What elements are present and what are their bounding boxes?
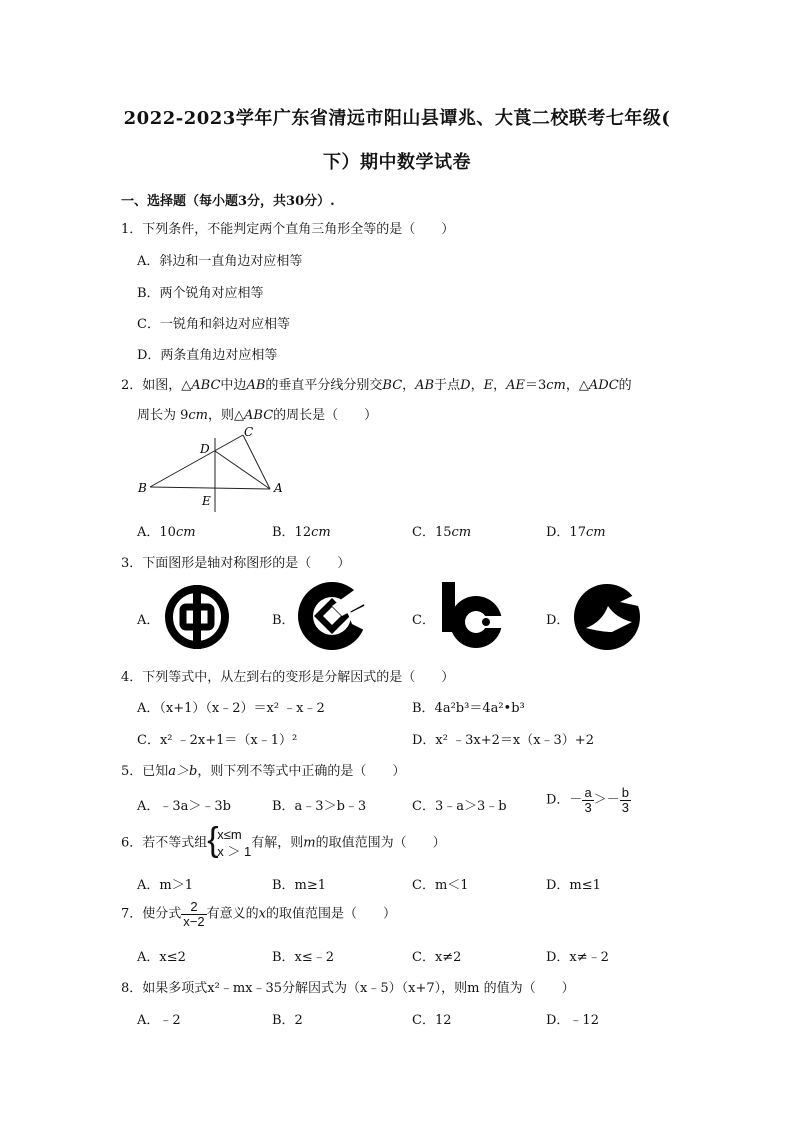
q1-option-d: D．两条直角边对应相等 bbox=[137, 348, 278, 363]
q1-option-a: A．斜边和一直角边对应相等 bbox=[137, 254, 303, 269]
q7-option-c: C．x≠2 bbox=[412, 950, 462, 965]
q1-option-b: B．两个锐角对应相等 bbox=[137, 286, 264, 301]
q8-option-d: D．﹣12 bbox=[546, 1013, 599, 1028]
fraction-a-over-3: $\frac{a}{3}$ bbox=[584, 785, 592, 815]
q2-option-d: D．17cm bbox=[546, 525, 606, 540]
q2-stem-line2: 周长为 9cm，则△ABC的周长是（ ） bbox=[137, 408, 378, 423]
q4-option-b: B．4a²b³＝4a²•b³ bbox=[412, 701, 525, 716]
q6-option-a: A．m＞1 bbox=[137, 878, 193, 893]
page-title-line2: 下）期中数学试卷 bbox=[323, 152, 471, 173]
bank-of-communications-logo-icon bbox=[438, 580, 510, 652]
q2-triangle-figure bbox=[134, 426, 294, 518]
q2-stem-line1: 2．如图，△ABC中边AB的垂直平分线分别交BC，AB于点D，E，AE＝3cm，△ADC的 bbox=[121, 378, 632, 393]
fraction-2-over-x-minus-2: $\frac{2}{x-2}$ bbox=[183, 899, 205, 929]
q4-stem: 4．下列等式中，从左到右的变形是分解因式的是（ ） bbox=[121, 670, 455, 685]
q3-stem: 3．下面图形是轴对称图形的是（ ） bbox=[121, 556, 351, 571]
inequality-system: { x≤m x ＞ 1 bbox=[207, 821, 252, 859]
q5-stem: 5．已知a＞b，则下列不等式中正确的是（ ） bbox=[121, 764, 406, 779]
agricultural-bank-logo-icon bbox=[572, 582, 642, 652]
q7-option-b: B．x≤﹣2 bbox=[272, 950, 335, 965]
q5-option-a: A．﹣3a＞﹣3b bbox=[137, 799, 232, 814]
q3-option-d: D． bbox=[546, 613, 570, 628]
label-c: C bbox=[244, 426, 254, 439]
segment-ba bbox=[150, 487, 270, 489]
q1-stem: 1．下列条件，不能判定两个直角三角形全等的是（ ） bbox=[121, 222, 455, 237]
q6-stem: 6．若不等式组 { x≤m x ＞ 1 有解，则m的取值范围为（ ） bbox=[121, 821, 446, 859]
q5-option-b: B．a﹣3＞b﹣3 bbox=[272, 799, 367, 814]
q4-option-d: D．x² ﹣3x+2＝x（x﹣3）+2 bbox=[412, 733, 594, 748]
q7-option-d: D．x≠﹣2 bbox=[546, 950, 609, 965]
q2-option-b: B．12cm bbox=[272, 525, 331, 540]
q1-option-c: C．一锐角和斜边对应相等 bbox=[137, 317, 290, 332]
label-a: A bbox=[274, 481, 283, 495]
q8-option-a: A．﹣2 bbox=[137, 1013, 181, 1028]
q7-stem: 7．使分式 $\frac{2}{x-2}$ 有意义的x的取值范围是（ ） bbox=[121, 899, 396, 929]
q2-option-a: A．10cm bbox=[137, 525, 196, 540]
segment-da bbox=[215, 451, 270, 489]
q6-option-d: D．m≤1 bbox=[546, 878, 601, 893]
q5-option-d: D．－ $\frac{a}{3}$ ＞－ $\frac{b}{3}$ bbox=[546, 785, 629, 815]
q3-option-c: C． bbox=[412, 613, 435, 628]
q8-option-b: B．2 bbox=[272, 1013, 303, 1028]
q8-stem: 8．如果多项式x²﹣mx﹣35分解因式为（x﹣5）（x+7），则m 的值为（ ） bbox=[121, 981, 575, 996]
q6-option-c: C．m＜1 bbox=[412, 878, 469, 893]
segment-ca bbox=[243, 435, 270, 489]
label-e: E bbox=[202, 494, 211, 508]
q4-option-c: C．x² ﹣2x+1＝（x﹣1）² bbox=[137, 733, 298, 748]
q3-option-b: B． bbox=[272, 613, 295, 628]
q3-option-a: A． bbox=[137, 613, 160, 628]
bank-of-china-logo-icon bbox=[163, 583, 231, 651]
label-d: D bbox=[200, 442, 210, 456]
construction-bank-logo-icon bbox=[296, 580, 368, 652]
q5-option-c: C．3﹣a＞3﹣b bbox=[412, 799, 507, 814]
q7-option-a: A．x≤2 bbox=[137, 950, 186, 965]
q6-option-b: B．m≥1 bbox=[272, 878, 327, 893]
section-heading: 一、选择题（每小题3分，共30分）. bbox=[121, 194, 335, 209]
label-b: B bbox=[138, 481, 147, 495]
q8-option-c: C．12 bbox=[412, 1013, 452, 1028]
q2-option-c: C．15cm bbox=[412, 525, 472, 540]
q4-option-a: A．（x+1）（x﹣2）＝x² ﹣x﹣2 bbox=[137, 701, 325, 716]
fraction-b-over-3: $\frac{b}{3}$ bbox=[621, 785, 629, 815]
page-title-line1: 2022-2023学年广东省清远市阳山县谭兆、大莨二校联考七年级( bbox=[123, 108, 671, 129]
